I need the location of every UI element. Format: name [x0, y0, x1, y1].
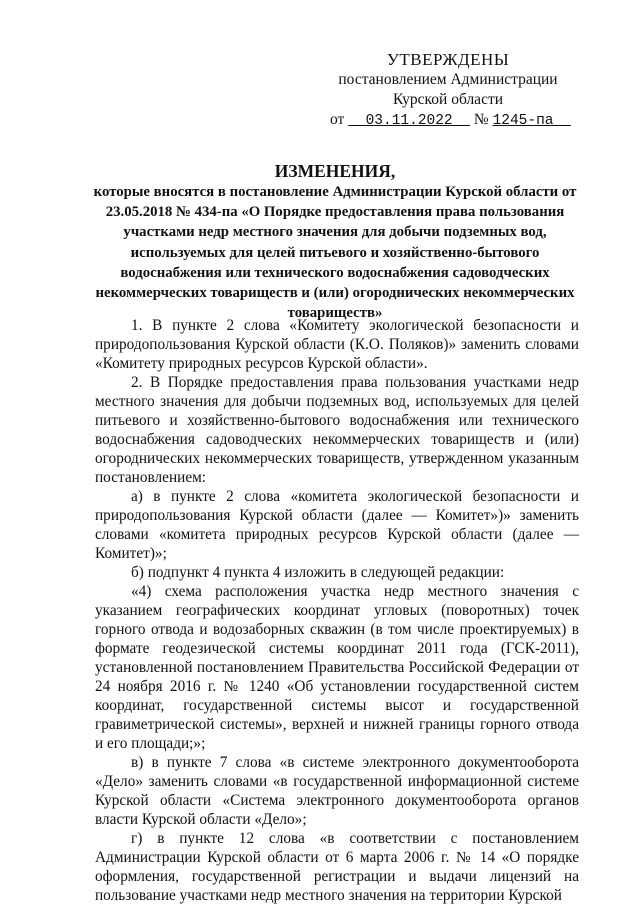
paragraph-2g: г) в пункте 12 слова «в соответствии с постановлением Администрации Курской области от 6 марта 2006 г. № 14 «О порядке оформления, государственной регистрации и выдачи лицензий на пользование участками недр местного значения на территории Курской — [95, 830, 579, 904]
paragraph-2v: в) в пункте 7 слова «в системе электронного документооборота «Дело» заменить словами «в государственной информационной системе Курской области «Система электронного документооборота органов власти Курской области «Дело»; — [95, 754, 579, 828]
paragraph-2b-text: «4) схема расположения участка недр местного значения с указанием географических координат угловых (поворотных) точек горного отвода и водозаборных скважин (в том числе проектируемых) в формате геодезической системы координат 2011 года (ГСК-2011), установленной постановлением Правительства Российской Федерации от 24 ноября 2016 г. № 1240 «Об установлении государственной систем координат, государственной системы высот и государственной гравиметрической системы», верхней и нижней границы горного отвода и его площади;»; — [95, 583, 579, 752]
document-body — [95, 316, 579, 905]
date-prefix: от — [330, 111, 345, 128]
approval-date-line — [318, 110, 578, 131]
approval-line-2: Курской области — [392, 91, 504, 108]
approval-stamp — [318, 50, 578, 131]
number-value: 1245-па — [492, 113, 554, 129]
paragraph-2a: а) в пункте 2 слова «комитета экологической безопасности и природопользования Курской области (далее — Комитет»)» заменить словами «комитета природных ресурсов Курской области (далее — Комитет)»; — [95, 488, 579, 562]
approval-line-1: постановлением Администрации — [338, 71, 558, 88]
date-value: 03.11.2022 — [365, 113, 453, 129]
paragraph-2b: б) подпункт 4 пункта 4 изложить в следующей редакции: — [131, 564, 505, 581]
paragraph-2: 2. В Порядке предоставления права пользования участками недр местного значения для добычи подземных вод, используемых для целей питьевого и хозяйственно-бытового водоснабжения или технического водоснабжения садоводческих некоммерческих товариществ и (или) огороднических некоммерческих товариществ, утвержденном указанным постановлением: — [95, 374, 579, 486]
paragraph-1: 1. В пункте 2 слова «Комитету экологической безопасности и природопользования Курской области (К.О. Поляков)» заменить словами «Комитету природных ресурсов Курской области». — [95, 317, 579, 372]
title-main: ИЗМЕНЕНИЯ, — [274, 161, 396, 181]
number-prefix: № — [473, 111, 489, 128]
document-title — [90, 160, 580, 323]
approval-heading: УТВЕРЖДЕНЫ — [386, 50, 510, 69]
title-subtitle: которые вносятся в постановление Администрации Курской области от 23.05.2018 № 434-па «О Порядке предоставления права пользования участками недр местного значения для добычи подземных вод, используемых для целей питьевого и хозяйственно-бытового водоснабжения или технического водоснабжения садоводческих некоммерческих товариществ и (или) огороднических некоммерческих товариществ» — [93, 184, 577, 322]
